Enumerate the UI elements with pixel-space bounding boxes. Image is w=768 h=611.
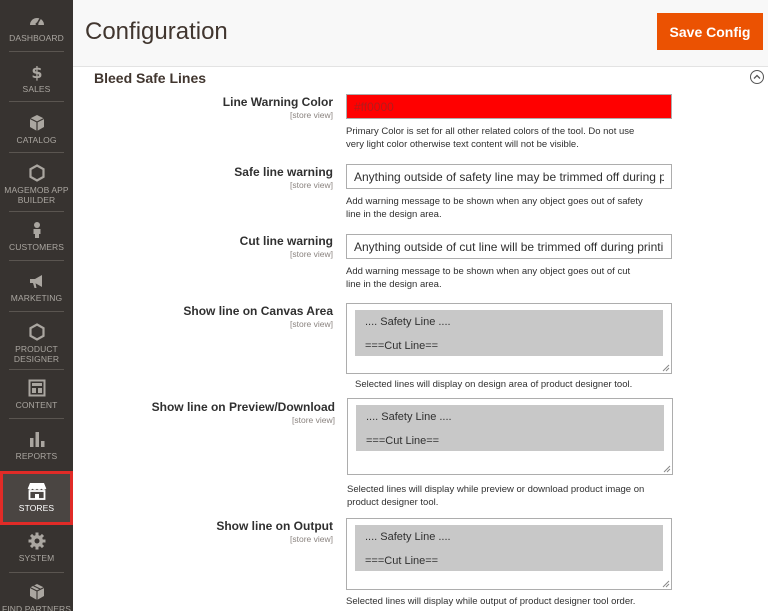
note-line: Selected lines will display while output of product designer tool order. — [346, 596, 636, 607]
option-safety-line[interactable]: .... Safety Line .... — [365, 316, 451, 328]
gear-icon — [0, 532, 73, 550]
note-line: product designer tool. — [347, 496, 439, 508]
field-note — [346, 596, 676, 609]
page-title: Configuration — [85, 18, 228, 45]
cube-icon — [0, 114, 73, 132]
note-line: line in the design area. — [346, 208, 442, 220]
field-note — [346, 196, 676, 221]
field-label-show-line-output: Show line on Output — [216, 519, 333, 533]
nav-divider — [9, 101, 64, 102]
nav-marketing[interactable] — [0, 272, 73, 303]
nav-label: CATALOG — [16, 135, 57, 145]
scope-label: [store view] — [290, 180, 333, 190]
nav-divider — [9, 418, 64, 419]
resize-grip-icon[interactable] — [663, 465, 671, 473]
hexagon-icon — [0, 323, 73, 341]
person-icon — [0, 221, 73, 239]
nav-label: DASHBOARD — [9, 33, 64, 43]
nav-label: REPORTS — [15, 451, 58, 461]
nav-label: CONTENT — [15, 400, 58, 410]
nav-label: STORES — [18, 503, 55, 513]
nav-stores[interactable] — [0, 471, 73, 525]
nav-label: PRODUCT — [15, 344, 58, 354]
scope-label: [store view] — [290, 319, 333, 329]
dollar-icon — [0, 63, 73, 81]
scope-label: [store view] — [292, 415, 335, 425]
note-line: Selected lines will display on design area of product designer tool. — [355, 379, 633, 390]
option-cut-line[interactable]: ===Cut Line== — [365, 340, 439, 352]
bar-chart-icon — [0, 430, 73, 448]
option-safety-line[interactable]: .... Safety Line .... — [365, 531, 451, 543]
nav-dashboard[interactable] — [0, 12, 73, 43]
page-header — [73, 0, 768, 67]
nav-sales[interactable] — [0, 63, 73, 94]
nav-find-partners[interactable] — [0, 583, 73, 611]
megaphone-icon — [0, 272, 73, 290]
line-warning-color-input[interactable] — [346, 94, 672, 119]
safe-line-warning-input[interactable] — [346, 164, 672, 189]
save-config-button[interactable]: Save Config — [657, 13, 763, 50]
nav-divider — [9, 152, 64, 153]
note-line: Primary Color is set for all other related colors of the tool. Do not use — [346, 126, 635, 137]
nav-content[interactable] — [0, 379, 73, 410]
box-icon — [0, 583, 73, 601]
scope-label: [store view] — [290, 110, 333, 120]
resize-grip-icon[interactable] — [662, 364, 670, 372]
nav-label: CUSTOMERS — [8, 242, 65, 252]
nav-divider — [9, 369, 64, 370]
nav-catalog[interactable] — [0, 114, 73, 145]
note-line: line in the design area. — [346, 278, 442, 290]
nav-label: SALES — [22, 84, 51, 94]
nav-label: DESIGNER — [13, 354, 60, 364]
note-line: Selected lines will display while preview or download product image on — [347, 484, 645, 495]
field-note — [346, 266, 676, 291]
field-label-safe-line-warning: Safe line warning — [234, 165, 333, 179]
preview-lines-multiselect[interactable] — [347, 398, 673, 475]
nav-product-designer[interactable] — [0, 323, 73, 364]
note-line: Add warning message to be shown when any object goes out of safety — [346, 196, 643, 207]
scope-label: [store view] — [290, 249, 333, 259]
option-safety-line[interactable]: .... Safety Line .... — [366, 411, 452, 423]
store-icon — [3, 482, 70, 500]
note-line: Add warning message to be shown when any object goes out of cut — [346, 266, 631, 277]
field-label-show-line-canvas: Show line on Canvas Area — [183, 304, 333, 318]
nav-magemob-app-builder[interactable] — [0, 164, 73, 205]
field-note — [346, 126, 676, 151]
nav-divider — [9, 51, 64, 52]
scope-label: [store view] — [290, 534, 333, 544]
layout-icon — [0, 379, 73, 397]
nav-divider — [9, 311, 64, 312]
field-note — [347, 484, 677, 509]
nav-label: MARKETING — [10, 293, 63, 303]
hexagon-icon — [0, 164, 73, 182]
resize-grip-icon[interactable] — [662, 580, 670, 588]
admin-sidebar — [0, 0, 73, 611]
nav-label: FIND PARTNERS — [2, 604, 71, 611]
nav-reports[interactable] — [0, 430, 73, 461]
note-line: very light color otherwise text content will not be visible. — [346, 138, 579, 150]
nav-label: SYSTEM — [18, 553, 55, 563]
chevron-up-icon — [751, 71, 763, 83]
nav-customers[interactable] — [0, 221, 73, 252]
output-lines-multiselect[interactable] — [346, 518, 672, 590]
dashboard-icon — [0, 12, 73, 30]
cut-line-warning-input[interactable] — [346, 234, 672, 259]
nav-system[interactable] — [0, 532, 73, 563]
nav-label: MAGEMOB APP — [4, 185, 69, 195]
section-title[interactable]: Bleed Safe Lines — [94, 70, 207, 86]
option-cut-line[interactable]: ===Cut Line== — [366, 435, 440, 447]
nav-divider — [9, 211, 64, 212]
field-label-cut-line-warning: Cut line warning — [239, 234, 333, 248]
collapse-toggle[interactable] — [750, 70, 764, 84]
field-label-line-warning-color: Line Warning Color — [222, 95, 333, 109]
field-label-show-line-preview: Show line on Preview/Download — [151, 400, 335, 414]
canvas-lines-multiselect[interactable] — [346, 303, 672, 374]
option-cut-line[interactable]: ===Cut Line== — [365, 555, 439, 567]
svg-text:$: $ — [30, 63, 43, 81]
nav-divider — [9, 260, 64, 261]
nav-label: BUILDER — [17, 195, 56, 205]
nav-divider — [9, 572, 64, 573]
field-note — [355, 379, 675, 392]
